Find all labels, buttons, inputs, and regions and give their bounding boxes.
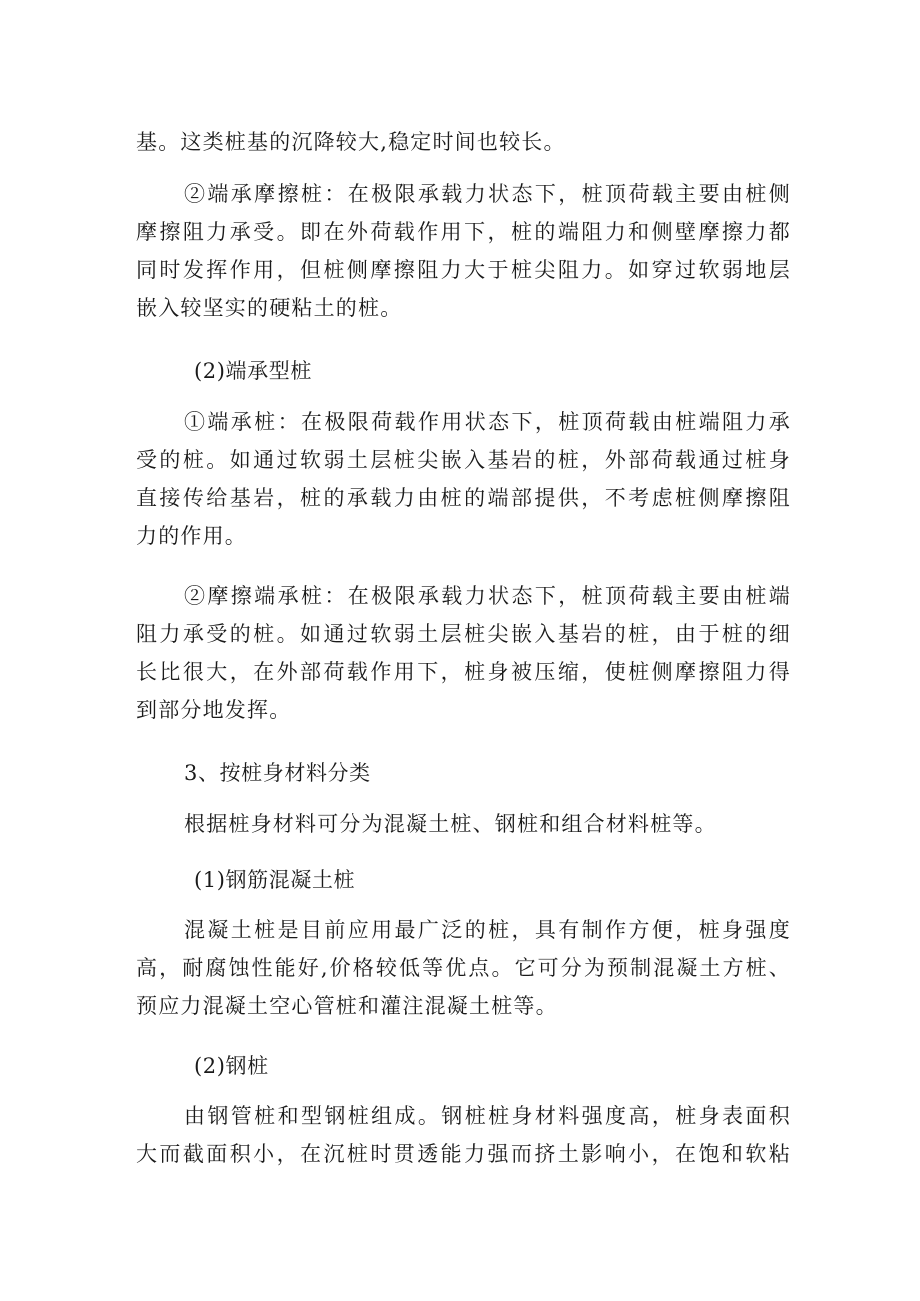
- paragraph-line: 由钢管桩和型钢桩组成。钢桩桩身材料强度高，桩身表面积: [184, 1104, 791, 1128]
- paragraph-line: ②端承摩擦桩：在极限承载力状态下，桩顶荷载主要由桩侧: [184, 182, 791, 206]
- paragraph-line: 受的桩。如通过软弱土层桩尖嵌入基岩的桩，外部荷载通过桩身: [136, 448, 791, 472]
- paragraph-line: 预应力混凝土空心管桩和灌注混凝土桩等。: [136, 994, 558, 1018]
- paragraph-line: 高，耐腐蚀性能好,价格较低等优点。它可分为预制混凝土方桩、: [136, 956, 791, 980]
- paragraph-line: ①端承桩：在极限荷载作用状态下，桩顶荷载由桩端阻力承: [184, 410, 791, 434]
- paragraph-line: ②摩擦端承桩：在极限承载力状态下，桩顶荷载主要由桩端: [184, 584, 791, 608]
- paragraph-line: 基。这类桩基的沉降较大,稳定时间也较长。: [136, 130, 566, 154]
- section-heading: (1)钢筋混凝土桩: [194, 868, 356, 892]
- paragraph-line: 长比很大，在外部荷载作用下，桩身被压缩，使桩侧摩擦阻力得: [136, 660, 791, 684]
- section-heading: 3、按桩身材料分类: [184, 761, 371, 785]
- section-heading: (2)钢桩: [194, 1054, 269, 1078]
- paragraph-line: 阻力承受的桩。如通过软弱土层桩尖嵌入基岩的桩，由于桩的细: [136, 622, 791, 646]
- paragraph-line: 大而截面积小，在沉桩时贯透能力强而挤土影响小，在饱和软粘: [136, 1142, 791, 1166]
- paragraph-line: 混凝土桩是目前应用最广泛的桩，具有制作方便，桩身强度: [184, 918, 791, 942]
- paragraph-line: 摩擦阻力承受。即在外荷载作用下，桩的端阻力和侧壁摩擦力都: [136, 220, 791, 244]
- section-heading: (2)端承型桩: [194, 359, 312, 383]
- paragraph-line: 到部分地发挥。: [136, 698, 292, 722]
- paragraph-line: 嵌入较坚实的硬粘土的桩。: [136, 296, 403, 320]
- paragraph-line: 根据桩身材料可分为混凝土桩、钢桩和组合材料桩等。: [184, 812, 717, 836]
- paragraph-line: 力的作用。: [136, 524, 247, 548]
- paragraph-line: 同时发挥作用，但桩侧摩擦阻力大于桩尖阻力。如穿过软弱地层: [136, 258, 791, 282]
- paragraph-line: 直接传给基岩，桩的承载力由桩的端部提供，不考虑桩侧摩擦阻: [136, 486, 791, 510]
